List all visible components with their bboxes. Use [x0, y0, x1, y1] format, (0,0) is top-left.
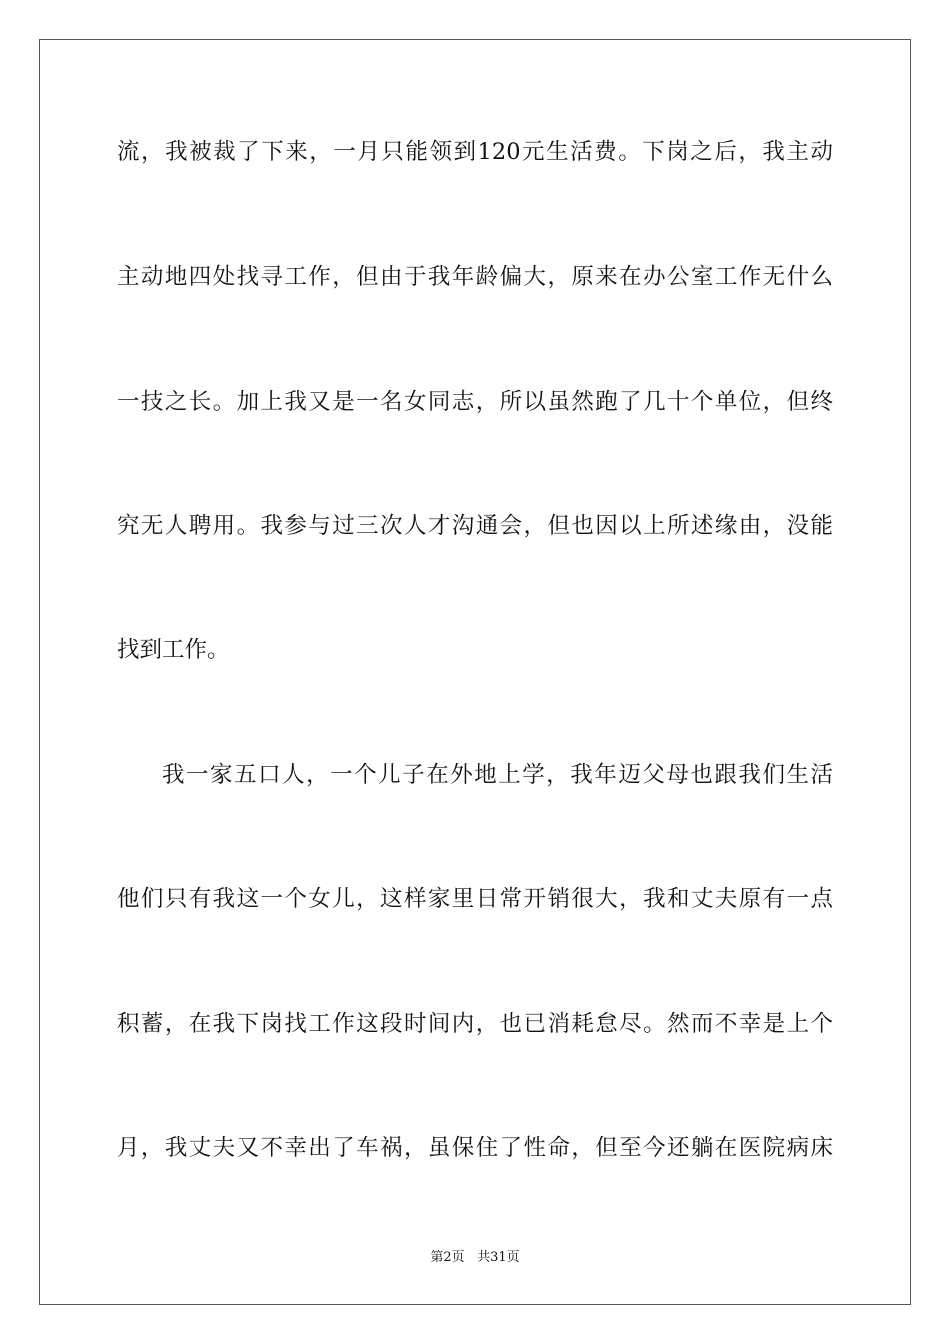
- body-text-line: 究无人聘用。我参与过三次人才沟通会，但也因以上所述缘由，没能: [117, 513, 833, 539]
- body-text-line: 一技之长。加上我又是一名女同志，所以虽然跑了几十个单位，但终: [117, 389, 833, 415]
- body-text-line: 他们只有我这一个女儿，这样家里日常开销很大，我和丈夫原有一点: [117, 886, 833, 912]
- body-text-line: 积蓄，在我下岗找工作这段时间内，也已消耗怠尽。然而不幸是上个: [117, 1011, 833, 1037]
- page-border: [39, 39, 911, 1305]
- page-footer: [0, 1246, 950, 1265]
- body-text-line: 主动地四处找寻工作，但由于我年龄偏大，原来在办公室工作无什么: [117, 264, 833, 290]
- body-text-line: 我一家五口人，一个儿子在外地上学，我年迈父母也跟我们生活: [162, 762, 833, 788]
- body-text-line: 月，我丈夫又不幸出了车祸，虽保住了性命，但至今还躺在医院病床: [117, 1135, 833, 1161]
- page-number: 第2页: [430, 1250, 465, 1265]
- body-text-line: 流，我被裁了下来，一月只能领到120元生活费。下岗之后，我主动: [117, 139, 833, 165]
- body-text-line: 找到工作。: [117, 637, 230, 663]
- page-total: 共31页: [477, 1250, 520, 1265]
